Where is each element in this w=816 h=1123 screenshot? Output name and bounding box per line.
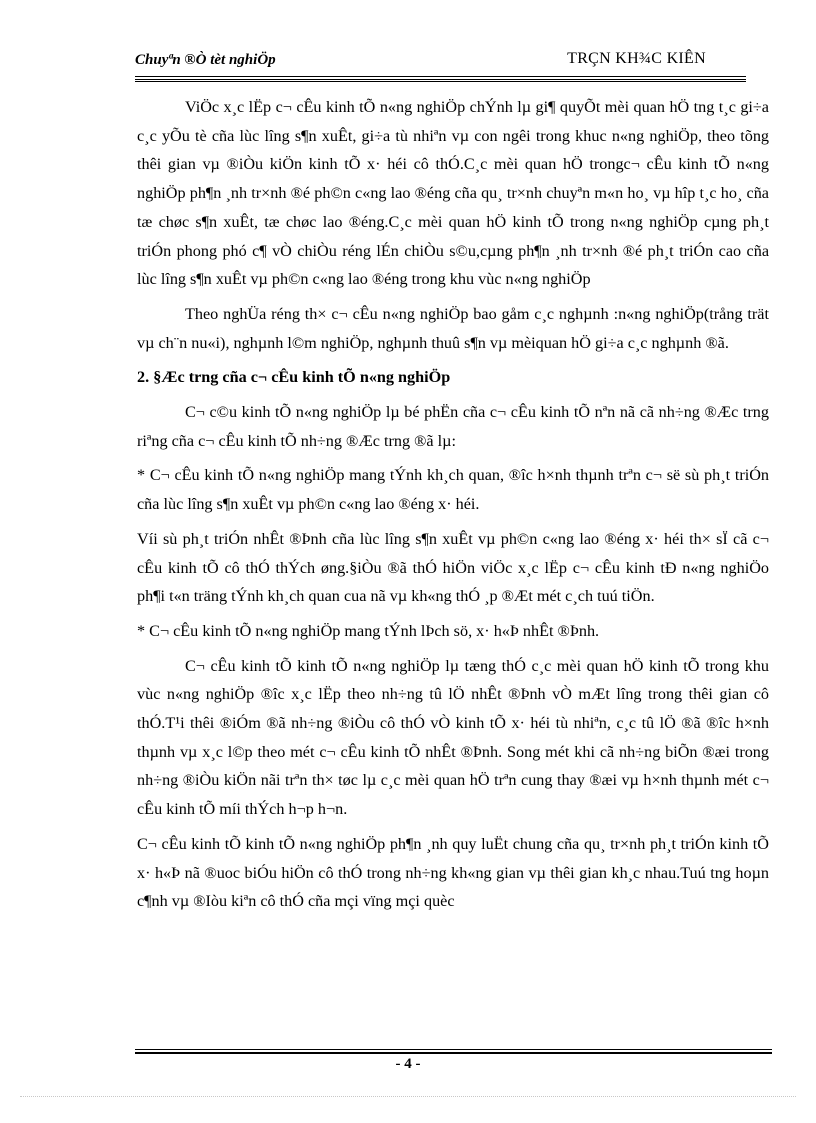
page-bottom-dotted-line — [20, 1096, 796, 1097]
footer-rule-thick — [135, 1052, 772, 1054]
paragraph-5: C¬ cÊu kinh tÕ kinh tÕ n«ng nghiÖp lµ tæng thÓ c¸c mèi quan hÖ kinh tÕ trong khu vùc n«ng nghiÖp ®îc x¸c lËp theo nh÷ng tû lÖ nhÊt ®Þnh vÒ mÆt lîng trong thêi gian cô thÓ.T¹i thêi ®iÓm ®ã nh÷ng ®iÒu cô thÓ vÒ kinh tÕ x· héi tù nhiªn, c¸c tû lÖ ®ã ®îc h×nh thµnh vµ x¸c l©p theo mét c¬ cÊu kinh tÕ nhÊt ®Þnh. Song mét khi cã nh÷ng biÕn ®æi trong nh÷ng ®iÒu kiÖn nãi trªn th× tøc lµ c¸c mèi quan hÖ trªn cung thay ®æi vµ h×nh thµnh mét c¬ cÊu kinh tÕ míi thÝch h¬p h¬n. — [137, 656, 769, 819]
header-author: TRÇN KH¾C KIÊN — [567, 50, 706, 67]
footer-rule — [135, 1049, 772, 1050]
header-double-rule — [135, 79, 746, 82]
paragraph-2: Theo nghÜa réng th× c¬ cÊu n«ng nghiÖp bao gåm c¸c nghµnh :n«ng nghiÖp(trång trät vµ ch¨n nu«i), nghµnh l©m nghiÖp, nghµnh thuû s¶n vµ mèiquan hÖ gi÷a c¸c nghµnh ®ã. — [137, 304, 769, 352]
header-rule — [135, 76, 746, 77]
paragraph-3: C¬ c©u kinh tÕ n«ng nghiÖp lµ bé phËn cña c¬ cÊu kinh tÕ nªn nã cã nh÷ng ®Æc trng riªng cña c¬ cÊu kinh tÕ nh÷ng ®Æc trng ®ã lµ: — [137, 403, 769, 450]
header-document-type: Chuyªn ®Ò tèt nghiÖp — [135, 52, 276, 68]
document-body — [137, 93, 769, 916]
bullet-2: * C¬ cÊu kinh tÕ n«ng nghiÖp mang tÝnh lÞch sö, x· h«Þ nhÊt ®Þnh. — [137, 621, 600, 640]
section-heading: 2. §Æc trng cña c¬ cÊu kinh tÕ n«ng nghiÖp — [137, 368, 451, 387]
paragraph-1: ViÖc x¸c lËp c¬ cÊu kinh tÕ n«ng nghiÖp chÝnh lµ gi¶ quyÕt mèi quan hÖ tng t¸c gi÷a c¸c yÕu tè cña lùc lîng s¶n xuÊt, gi÷a tù nhiªn vµ con ngêi trong khuc n«ng nghiÖp, theo tõng thêi gian vµ ®iÒu kiÖn kinh tÕ x· héi cô thÓ.C¸c mèi quan hÖ trongc¬ cÊu kinh tÕ n«ng nghiÖp ph¶n ¸nh tr×nh ®é ph©n c«ng lao ®éng cña qu¸ tr×nh chuyªn m«n ho¸ vµ hîp t¸c ho¸ cña tæ chøc s¶n xuÊt, tæ chøc lao ®éng.C¸c mèi quan hÖ kinh tÕ trong n«ng nghiÖp cµng ph¸t triÓn phong phó c¶ vÒ chiÒu réng lÉn chiÒu s©u,cµng ph¶n ¸nh tr×nh ®é ph¸t triÓn cao cña lùc lîng s¶n xuÊt vµ ph©n c«ng lao ®éng trong khu vùc n«ng nghiÖp — [137, 98, 769, 289]
bullet-1: * C¬ cÊu kinh tÕ n«ng nghiÖp mang tÝnh kh¸ch quan, ®îc h×nh thµnh trªn c¬ së sù ph¸t triÓn cña lùc lîng s¶n xuÊt vµ ph©n c«ng lao ®éng x· héi. — [137, 466, 769, 514]
paragraph-6: C¬ cÊu kinh tÕ kinh tÕ n«ng nghiÖp ph¶n ¸nh quy luËt chung cña qu¸ tr×nh ph¸t triÓn kinh tÕ x· h«Þ nã ®uoc biÓu hiÖn cô thÓ trong nh÷ng kh«ng gian vµ thêi gian kh¸c nhau.Tuú tng hoµn c¶nh vµ ®Iòu kiªn cô thÓ cña mçi vïng mçi quèc — [137, 834, 769, 911]
paragraph-4: Víi sù ph¸t triÓn nhÊt ®Þnh cña lùc lîng s¶n xuÊt vµ ph©n c«ng lao ®éng x· héi th× sÏ cã c¬ cÊu kinh tÕ cô thÓ thÝch øng.§iÒu ®ã thÓ hiÖn viÖc x¸c lËp c¬ cÊu kinh tÐ n«ng nghiÖo ph¶i t«n träng tÝnh kh¸ch quan cua nã vµ kh«ng thÓ ¸p ®Æt mét c¸ch tuú tiÖn. — [137, 529, 769, 606]
page-number: - 4 - — [395, 1056, 421, 1072]
page-header — [135, 50, 746, 76]
